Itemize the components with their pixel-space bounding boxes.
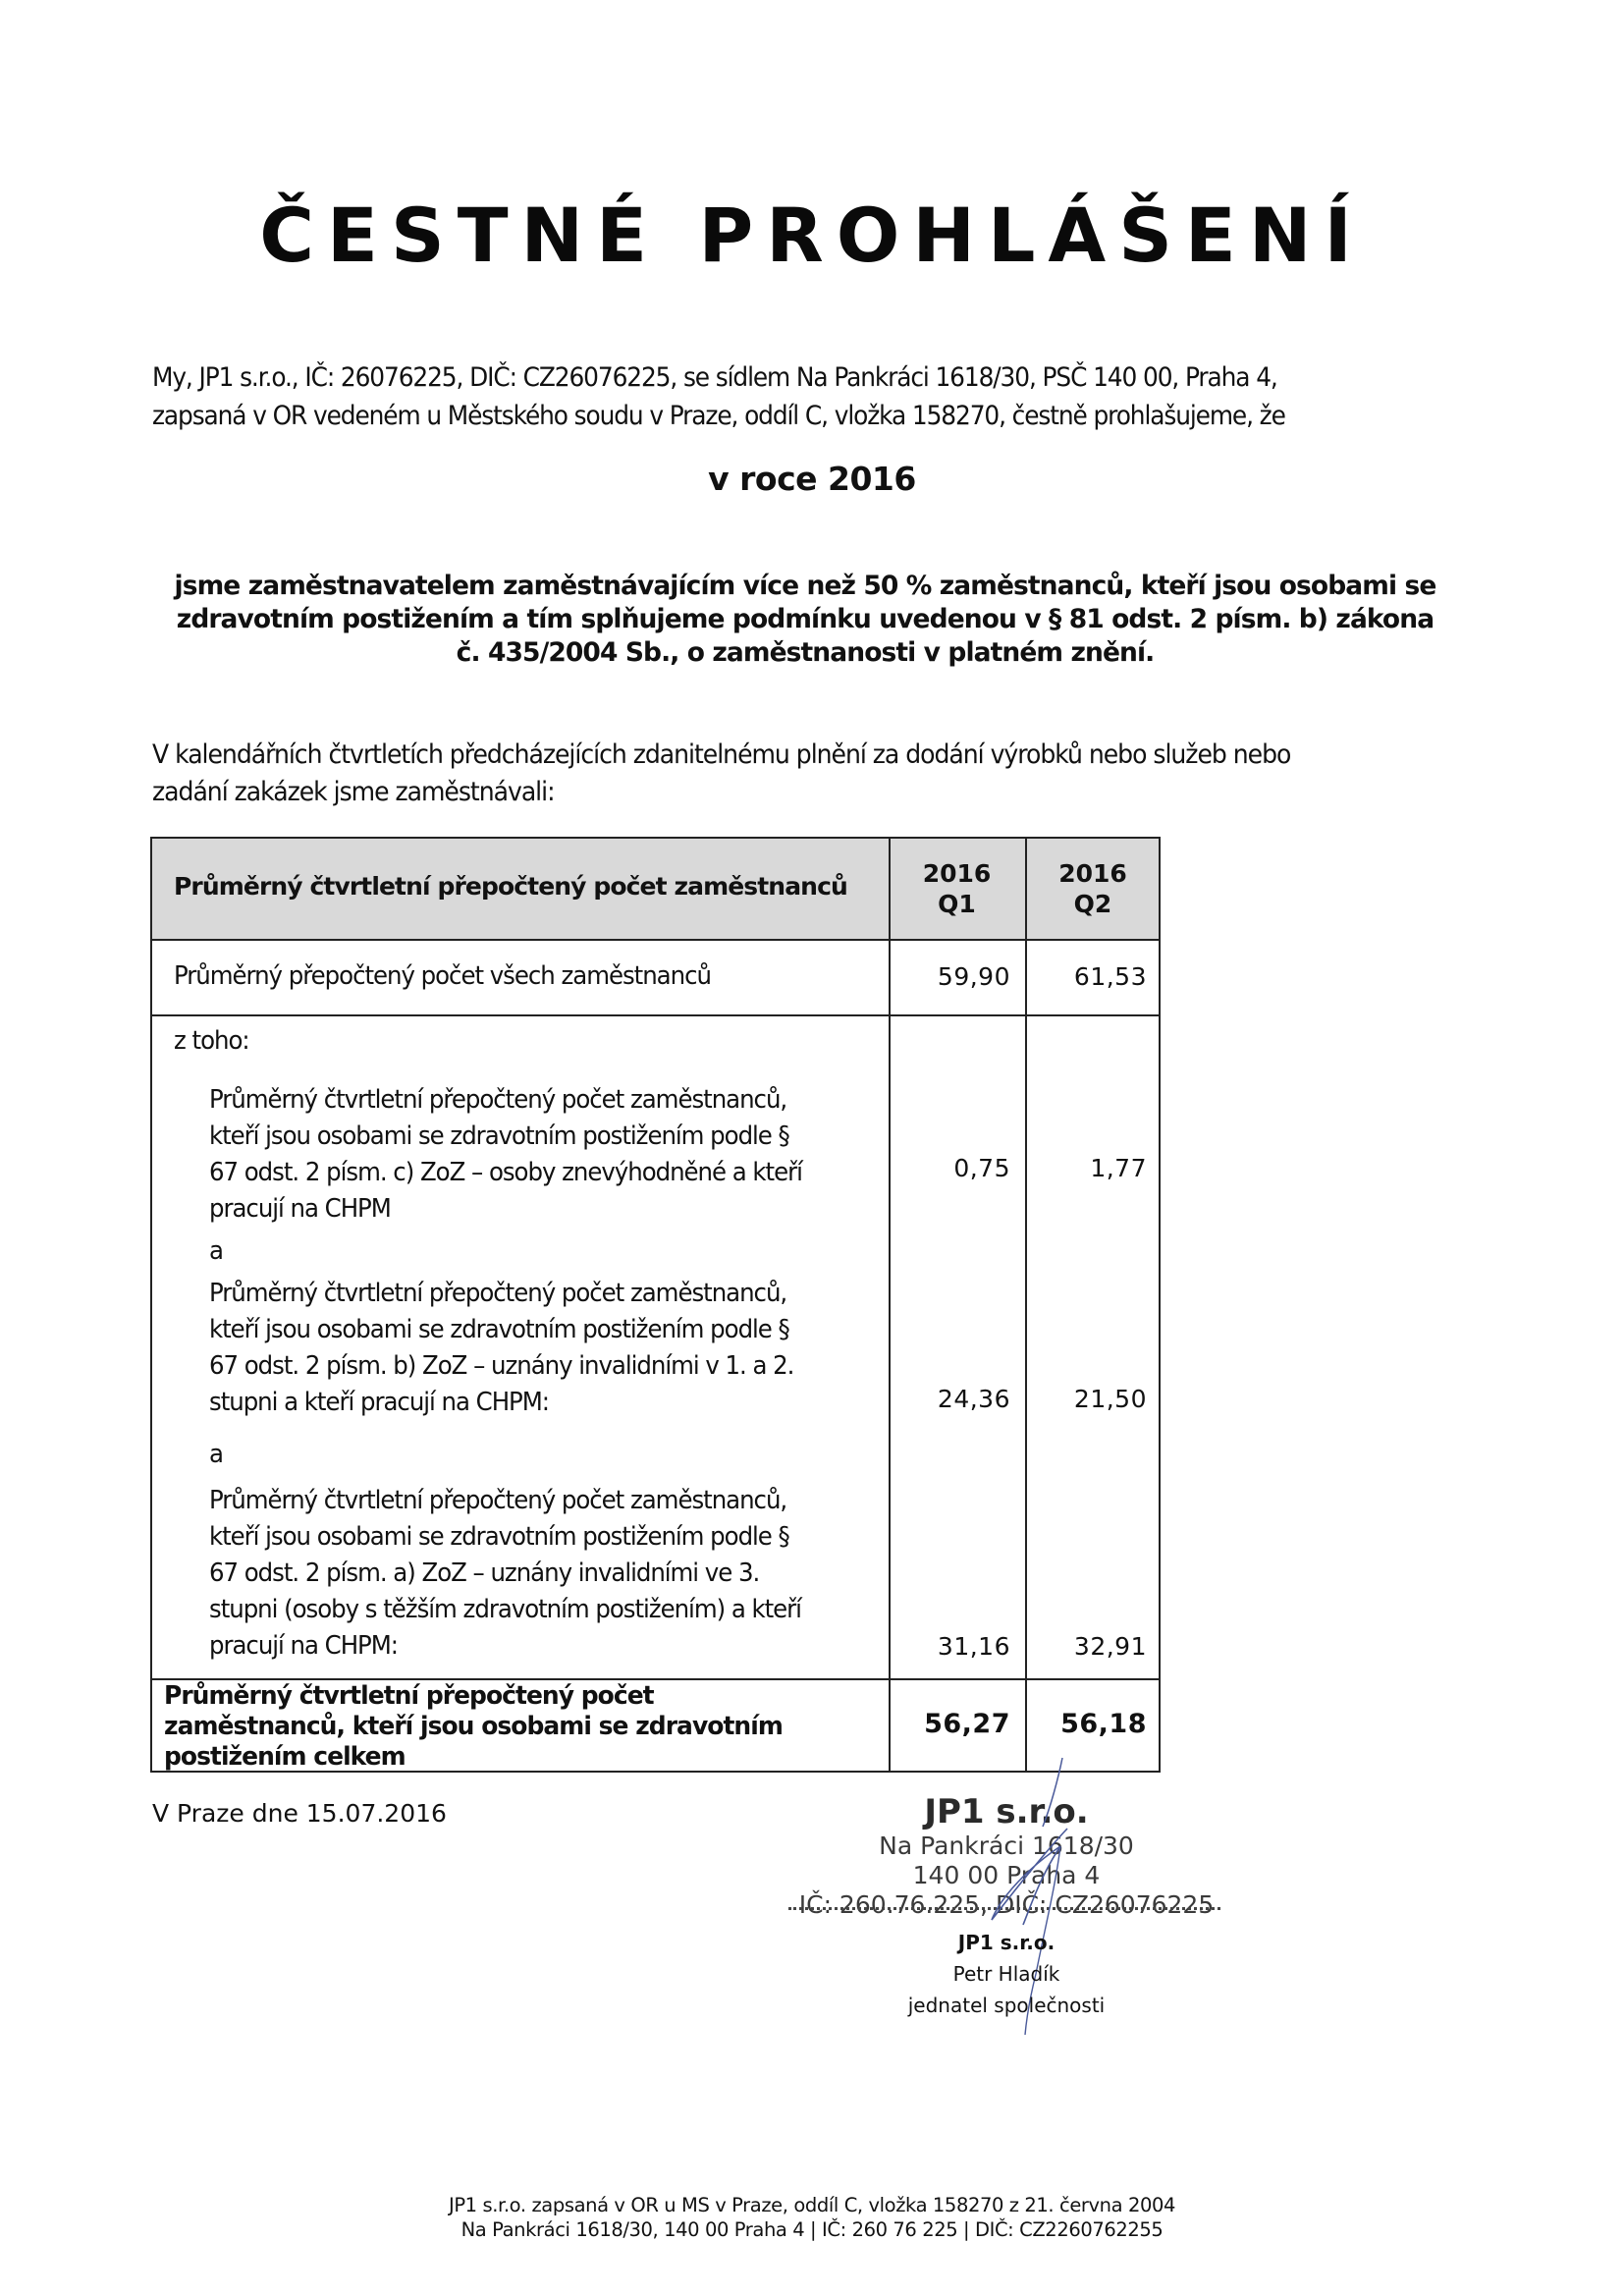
- intro-line: zapsaná v OR vedeném u Městského soudu v Praze, oddíl C, vložka 158270, čestně prohlašujeme, že: [152, 401, 1285, 431]
- total-q2: 56,18: [1060, 1709, 1147, 1739]
- description-line: kteří jsou osobami se zdravotním postižením podle §: [209, 1522, 789, 1552]
- company-stamp: [776, 1792, 1237, 1920]
- connector-and: a: [209, 1236, 223, 1266]
- description-line: kteří jsou osobami se zdravotním postižením podle §: [209, 1121, 789, 1151]
- declaration-line: zdravotním postižením a tím splňujeme podmínku uvedenou v § 81 odst. 2 písm. b) zákona: [176, 604, 1435, 634]
- stamp-street: Na Pankráci 1618/30: [879, 1831, 1134, 1860]
- group-b-description: [209, 1276, 793, 1473]
- group-b-q2: 21,50: [1073, 1385, 1147, 1413]
- employee-count-table: [150, 837, 1161, 1773]
- intro-line: My, JP1 s.r.o., IČ: 26076225, DIČ: CZ26076225, se sídlem Na Pankráci 1618/30, PSČ 140 00, Praha 4,: [152, 362, 1277, 393]
- place-and-date: V Praze dne 15.07.2016: [152, 1799, 447, 1828]
- stamp-ids: IČ: 260.76.225, DIČ: CZ26076225: [798, 1890, 1215, 1919]
- connector-and: a: [209, 1440, 223, 1469]
- year-heading: v roce 2016: [708, 460, 916, 498]
- table-border-right: [1159, 837, 1161, 1773]
- signer-block: [776, 1927, 1237, 2021]
- table-divider: [150, 1014, 1161, 1016]
- all-employees-q2: 61,53: [1073, 962, 1147, 991]
- footer-line: JP1 s.r.o. zapsaná v OR u MS v Praze, oddíl C, vložka 158270 z 21. června 2004: [448, 2194, 1176, 2216]
- declaration-statement: [157, 570, 1453, 670]
- period-paragraph: [152, 737, 1367, 811]
- description-line: Průměrný čtvrtletní přepočtený počet zaměstnanců,: [209, 1085, 787, 1115]
- period-line: V kalendářních čtvrtletích předcházejících zdanitelnému plnění za dodání výrobků nebo služeb nebo: [152, 739, 1291, 770]
- description-line: 67 odst. 2 písm. c) ZoZ – osoby znevýhodněné a kteří: [209, 1158, 802, 1187]
- description-line: 67 odst. 2 písm. b) ZoZ – uznány invalidními v 1. a 2.: [209, 1351, 794, 1381]
- description-line: pracují na CHPM: [209, 1194, 391, 1224]
- description-line: 67 odst. 2 písm. a) ZoZ – uznány invalidními ve 3.: [209, 1558, 760, 1588]
- description-line: stupni a kteří pracují na CHPM:: [209, 1388, 549, 1417]
- all-employees-label: Průměrný přepočtený počet všech zaměstnanců: [174, 961, 711, 991]
- stamp-company: JP1 s.r.o.: [924, 1792, 1089, 1831]
- document-title: ČESTNÉ PROHLÁŠENÍ: [259, 191, 1365, 279]
- total-line: Průměrný čtvrtletní přepočtený počet: [164, 1681, 654, 1711]
- description-line: stupni (osoby s těžším zdravotním postižením) a kteří: [209, 1595, 801, 1624]
- total-line: postižením celkem: [164, 1742, 406, 1772]
- signer-company: JP1 s.r.o.: [957, 1931, 1056, 1954]
- declaration-line: č. 435/2004 Sb., o zaměstnanosti v platném znění.: [456, 637, 1155, 668]
- description-line: Průměrný čtvrtletní přepočtený počet zaměstnanců,: [209, 1486, 787, 1515]
- description-line: pracují na CHPM:: [209, 1631, 399, 1661]
- signer-role: jednatel společnosti: [907, 1994, 1106, 2017]
- column-year: 2016: [1058, 859, 1127, 888]
- description-line: kteří jsou osobami se zdravotním postižením podle §: [209, 1315, 789, 1344]
- description-line: Průměrný čtvrtletní přepočtený počet zaměstnanců,: [209, 1279, 787, 1308]
- page-footer: [0, 2193, 1624, 2242]
- group-a-q2: 32,91: [1073, 1632, 1147, 1661]
- group-b-q1: 24,36: [937, 1385, 1010, 1413]
- signature-line: [788, 1905, 1220, 1910]
- group-c-q2: 1,77: [1090, 1154, 1147, 1182]
- table-border-left: [150, 837, 152, 1773]
- footer-line: Na Pankráci 1618/30, 140 00 Praha 4 | IČ: 260 76 225 | DIČ: CZ2260762255: [460, 2218, 1164, 2241]
- column-quarter: Q2: [1073, 890, 1112, 918]
- total-disabled-label: [164, 1681, 783, 1773]
- group-a-description: [209, 1483, 801, 1665]
- total-q1: 56,27: [924, 1709, 1010, 1739]
- intro-paragraph: [152, 358, 1354, 435]
- table-border-top: [150, 837, 1161, 839]
- table-divider: [150, 1678, 1161, 1680]
- total-line: zaměstnanců, kteří jsou osobami se zdravotním: [164, 1712, 783, 1741]
- column-header-q1: [889, 858, 1025, 919]
- group-c-q1: 0,75: [953, 1154, 1010, 1182]
- column-year: 2016: [922, 859, 992, 888]
- all-employees-q1: 59,90: [937, 962, 1010, 991]
- declaration-line: jsme zaměstnavatelem zaměstnávajícím více než 50 % zaměstnanců, kteří jsou osobami se: [174, 571, 1436, 601]
- table-header-label: Průměrný čtvrtletní přepočtený počet zaměstnanců: [174, 872, 847, 901]
- column-header-q2: [1025, 858, 1161, 919]
- column-quarter: Q1: [938, 890, 976, 918]
- group-a-q1: 31,16: [937, 1632, 1010, 1661]
- signer-name: Petr Hladík: [952, 1962, 1060, 1986]
- group-c-description: [209, 1082, 802, 1270]
- table-divider: [150, 939, 1161, 941]
- of-which-label: z toho:: [174, 1026, 249, 1056]
- period-line: zadání zakázek jsme zaměstnávali:: [152, 777, 555, 807]
- stamp-city: 140 00 Praha 4: [912, 1861, 1101, 1889]
